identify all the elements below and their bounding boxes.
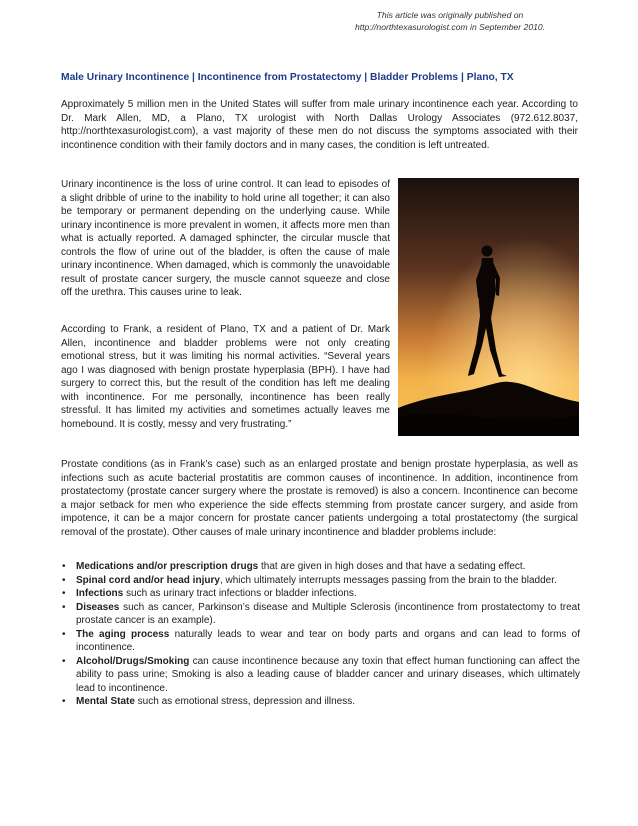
bullet-icon: •	[62, 628, 66, 640]
list-item	[61, 574, 580, 588]
list-item-term: Infections	[76, 588, 124, 599]
definition-paragraph: Urinary incontinence is the loss of urine control. It can lead to episodes of a slight dribble of urine to the inability to hold urine all together; it can also be temporary or permanent depending on the underlying cause. While urinary incontinence is more prevalent in women, it affects more men than what is actually reported. A damaged sphincter, the circular muscle that controls the flow of urine out of the bladder, is often the cause of male urinary incontinence. When damaged, which is commonly the unavoidable result of prostate cancer surgery, the muscle cannot squeeze and close off the urethra. This causes urine to leak.	[61, 179, 390, 298]
sunset-hiker-illustration	[398, 178, 579, 436]
list-item-text: that are given in high doses and that have a sedating effect.	[258, 561, 526, 572]
patient-story-paragraph: According to Frank, a resident of Plano, TX and a patient of Dr. Mark Allen, incontinence and bladder problems were not only creating emotional stress, but it was limiting his normal activities. “Several years ago I was diagnosed with benign prostate hyperplasia (BPH). I have had surgery to correct this, but the result of the condition has left me dealing with incontinence. For me personally, incontinence has been really stressful. It has limited my activities and sometimes actually leaves me homebound. It is costly, messy and very frustrating.”	[61, 324, 390, 430]
publication-note-line1: This article was originally published on	[376, 10, 524, 20]
list-item	[61, 601, 580, 628]
publication-note-line2: http://northtexasurologist.com in September 2010.	[354, 21, 546, 32]
list-item-term: Medications and/or prescription drugs	[76, 561, 259, 572]
bullet-icon: •	[62, 655, 66, 667]
list-item	[61, 655, 580, 696]
list-item-term: Mental State	[76, 696, 135, 707]
list-item	[61, 628, 580, 655]
sunset-hiker-photo	[398, 178, 579, 436]
list-item-term: Spinal cord and/or head injury	[76, 574, 220, 586]
bullet-icon: •	[62, 574, 66, 586]
bullet-icon: •	[62, 601, 66, 613]
list-item-text: can cause incontinence because any toxin that effect human functioning can affect the ability to pass urine; Smoking is also a leading cause of bladder cancer and urinary diseases, which ultimately lead to incontinence.	[76, 655, 580, 694]
publication-note	[320, 10, 580, 33]
intro-paragraph: Approximately 5 million men in the United States will suffer from male urinary incontinence each year. According to Dr. Mark Allen, MD, a Plano, TX urologist with North Dallas Urology Associates (972.612.8037, http://northtexasurologist.com), a vast majority of these men do not discuss the symptoms associated with their incontinence condition with their family doctors and in many cases, the condition is left untreated.	[61, 99, 578, 151]
list-item	[61, 560, 580, 574]
list-item-term: Diseases	[76, 601, 120, 613]
list-item-text: such as cancer, Parkinson’s disease and Multiple Sclerosis (incontinence from prostatectomy to treat prostate cancer is an example).	[76, 601, 580, 626]
bullet-icon: •	[62, 696, 66, 707]
list-item-text: such as urinary tract infections or bladder infections.	[123, 588, 357, 599]
list-item	[61, 695, 580, 709]
list-item-term: The aging process	[76, 628, 170, 640]
article-title: Male Urinary Incontinence | Incontinence from Prostatectomy | Bladder Problems | Plano, TX	[61, 72, 514, 83]
list-item	[61, 587, 580, 601]
causes-list	[61, 560, 580, 709]
list-item-text: , which ultimately interrupts messages passing from the brain to the bladder.	[219, 574, 557, 586]
list-item-term: Alcohol/Drugs/Smoking	[76, 655, 190, 667]
list-item-text: naturally leads to wear and tear on body parts and organs and can lead to forms of incontinence.	[76, 628, 580, 653]
bullet-icon: •	[62, 588, 66, 599]
bullet-icon: •	[62, 561, 66, 572]
list-item-text: such as emotional stress, depression and illness.	[134, 696, 356, 707]
causes-paragraph: Prostate conditions (as in Frank’s case) such as an enlarged prostate and benign prostate hyperplasia, as well as infections such as acute bacterial prostatitis are common causes of incontinence. In addition, incontinence from prostatectomy (prostate cancer surgery where the prostate is removed) is also a concern. Incontinence can become a major setback for men who experience the side effects stemming from prostate cancer surgery, and aside from impotence, it can be a major concern for prostate cancer patients undergoing a total prostatectomy (the surgical removal of the prostate). Other causes of male urinary incontinence and bladder problems include:	[61, 459, 578, 538]
